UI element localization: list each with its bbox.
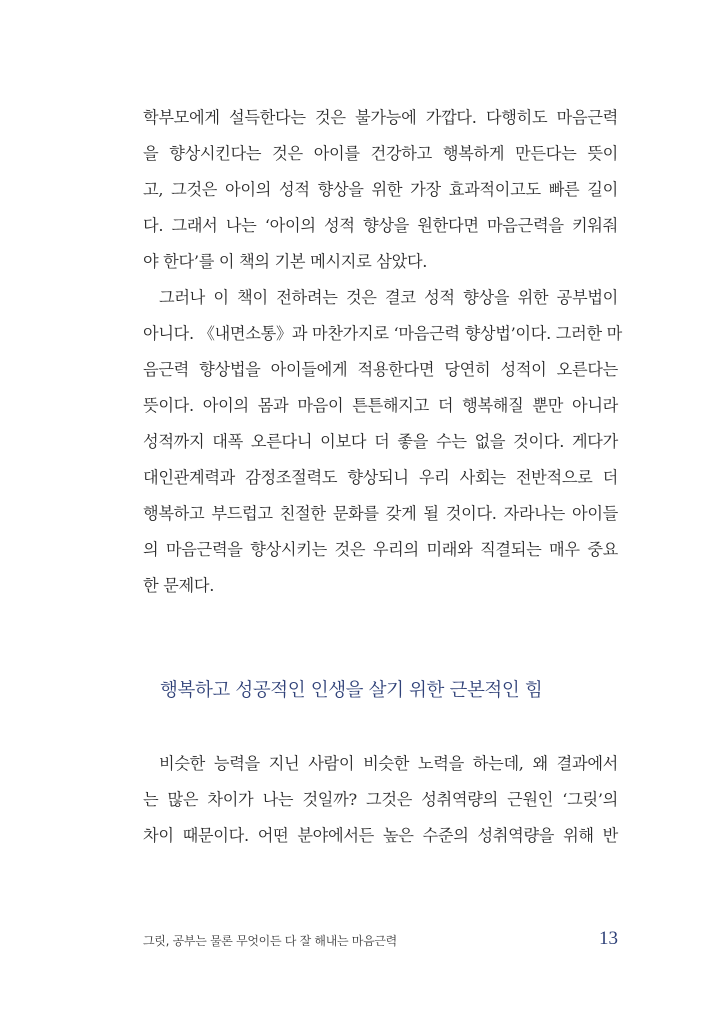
section-heading: 행복하고 성공적인 인생을 살기 위한 근본적인 힘 [160, 680, 543, 701]
text-line: 뜻이다. 아이의 몸과 마음이 튼튼해지고 더 행복해질 뿐만 아니라 [143, 396, 618, 415]
text-line: 음근력 향상법을 아이들에게 적용한다면 당연히 성적이 오른다는 [143, 360, 618, 379]
paragraph-3 [143, 746, 618, 854]
text-line: 다. 그래서 나는 ‘아이의 성적 향상을 원한다면 마음근력을 키워줘 [143, 216, 618, 235]
text-line: 아니다. 《내면소통》과 마찬가지로 ‘마음근력 향상법’이다. 그러한 마 [143, 324, 622, 343]
text-line: 을 향상시킨다는 것은 아이를 건강하고 행복하게 만든다는 뜻이 [143, 144, 618, 163]
text-line: 그러나 이 책이 전하려는 것은 결코 성적 향상을 위한 공부법이 [159, 288, 618, 307]
paragraph-2 [143, 280, 622, 604]
text-line: 차이 때문이다. 어떤 분야에서든 높은 수준의 성취역량을 위해 반 [143, 826, 618, 845]
text-line: 대인관계력과 감정조절력도 향상되니 우리 사회는 전반적으로 더 [143, 468, 618, 487]
text-line: 는 많은 차이가 나는 것일까? 그것은 성취역량의 근원인 ‘그릿’의 [143, 790, 618, 809]
text-line: 한 문제다. [143, 576, 215, 595]
paragraph-1 [143, 100, 618, 280]
page-number: 13 [599, 928, 618, 949]
text-line: 비슷한 능력을 지닌 사람이 비슷한 노력을 하는데, 왜 결과에서 [159, 754, 618, 773]
text-line: 의 마음근력을 향상시키는 것은 우리의 미래와 직결되는 매우 중요 [143, 540, 618, 559]
text-line: 야 한다’를 이 책의 기본 메시지로 삼았다. [143, 252, 428, 271]
text-line: 행복하고 부드럽고 친절한 문화를 갖게 될 것이다. 자라나는 아이들 [143, 504, 618, 523]
page-footer [143, 930, 618, 954]
text-line: 성적까지 대폭 오른다니 이보다 더 좋을 수는 없을 것이다. 게다가 [143, 432, 618, 451]
text-line: 고, 그것은 아이의 성적 향상을 위한 가장 효과적이고도 빠른 길이 [143, 180, 618, 199]
text-line: 학부모에게 설득한다는 것은 불가능에 가깝다. 다행히도 마음근력 [143, 108, 618, 127]
running-title: 그릿, 공부는 물론 무엇이든 다 잘 해내는 마음근력 [143, 934, 397, 948]
